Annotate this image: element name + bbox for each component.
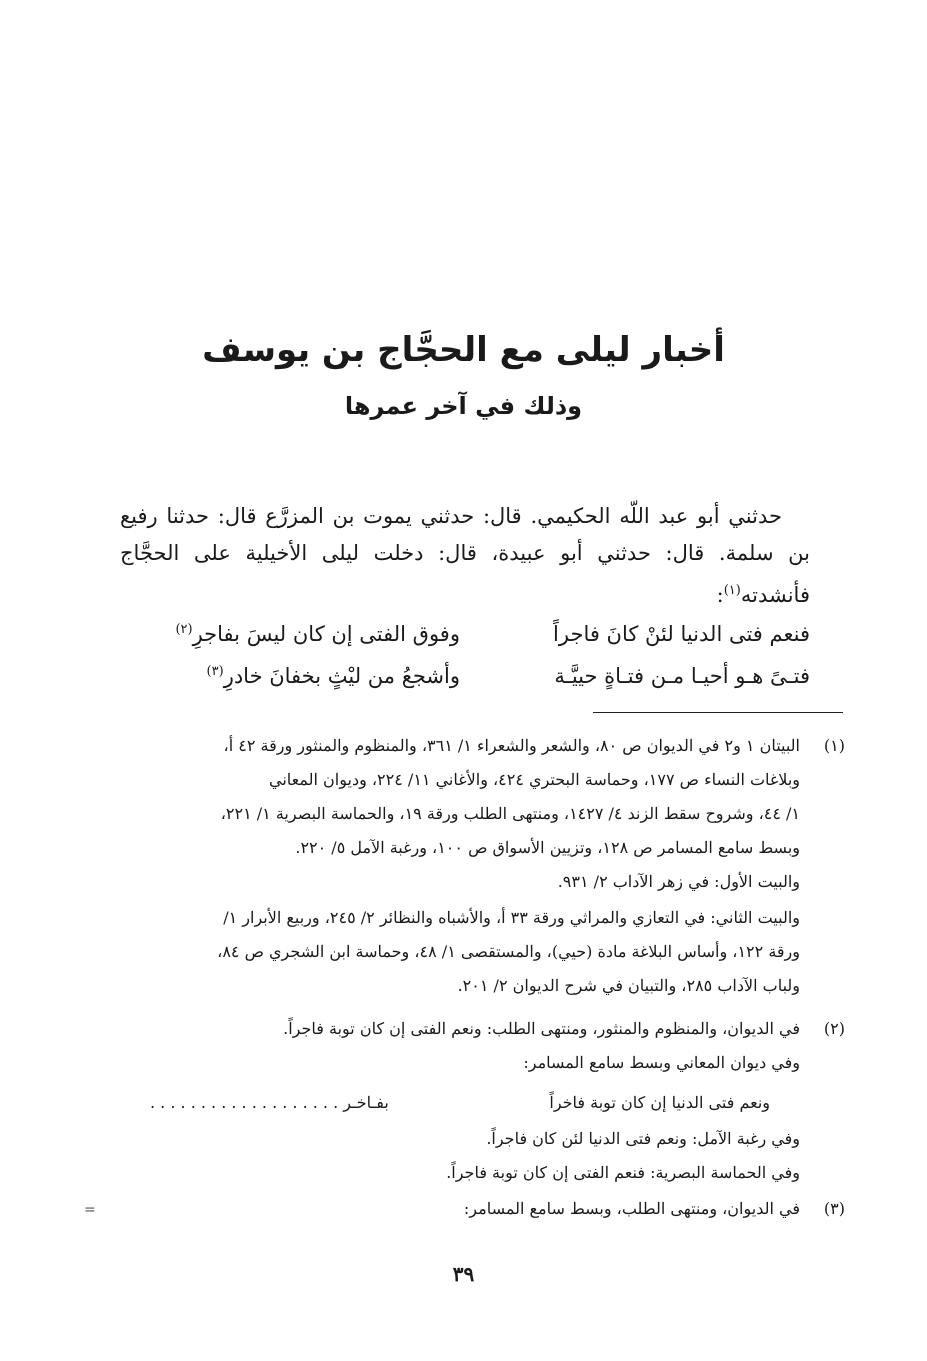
- body-text: حدثني أبو عبد اللّه الحكيمي. قال: حدثني يموت بن المزرَّع قال: حدثنا رفيع بن سلمة. قال: حدثني أبو عبيدة، قال: دخلت ليلى الأخيلية على الحجَّاج فأنشدته: [120, 504, 810, 607]
- margin-mark: =: [84, 1202, 96, 1218]
- chapter-title: أخبار ليلى مع الحجَّاج بن يوسف: [202, 330, 725, 370]
- footnote-2-verse-first: ونعم فتى الدنيا إن كان توبة فاخراً: [549, 1093, 770, 1112]
- footnote-separator: [593, 712, 843, 713]
- footnote-ref-2: (٢): [175, 622, 193, 637]
- footnote-2: [95, 1014, 845, 1084]
- footnote-2-line: وفي ديوان المعاني وبسط سامع المسامر:: [523, 1053, 800, 1072]
- footnote-1-line: ١/ ٤٤، وشروح سقط الزند ٤/ ١٤٢٧، ومنتهى الطلب ورقة ١٩، والحماسة البصرية ١/ ٢٢١،: [220, 804, 800, 823]
- verse-2-second-hemistich: وأشجعُ من ليْثٍ بخفانَ خادرِ: [223, 664, 460, 688]
- chapter-subtitle: وذلك في آخر عمرها: [344, 392, 583, 420]
- footnote-1-line: ورقة ١٢٢، وأساس البلاغة مادة (حيي)، والمستقصى ١/ ٤٨، وحماسة ابن الشجري ص ٨٤،: [217, 942, 800, 961]
- footnote-1-number: (١): [823, 736, 845, 755]
- footnote-2-cont: [95, 1124, 845, 1194]
- footnote-2-verse-second: بفـاخـر . . . . . . . . . . . . . . . . . . .: [150, 1093, 389, 1112]
- footnote-1: [95, 731, 845, 1011]
- footnote-1-line: البيتان ١ و٢ في الديوان ص ٨٠، والشعر والشعراء ١/ ٣٦١، والمنظوم والمنثور ورقة ٤٢ أ،: [223, 736, 800, 755]
- footnote-3-number: (٣): [823, 1199, 845, 1218]
- footnote-1-line: ولباب الآداب ٢٨٥، والتبيان في شرح الديوان ٢/ ٢٠١.: [457, 976, 800, 995]
- verse-line-1: [130, 622, 810, 656]
- footnote-3-line: في الديوان، ومنتهى الطلب، وبسط سامع المسامر:: [463, 1199, 800, 1218]
- footnote-ref-1: (١): [723, 583, 741, 598]
- page-number: ٣٩: [452, 1262, 475, 1286]
- verse-1-second-hemistich: وفوق الفتى إن كان ليسَ بفاجرِ: [192, 622, 460, 646]
- footnote-1-line: وبسط سامع المسامر ص ١٢٨، وتزيين الأسواق ص ١٠٠، ورغبة الآمل ٥/ ٢٢٠.: [295, 838, 800, 857]
- footnote-2-line: وفي الحماسة البصرية: فنعم الفتى إن كان توبة فاجراً.: [446, 1163, 800, 1182]
- footnote-2-verse: [150, 1093, 770, 1123]
- body-paragraph: [120, 498, 810, 614]
- verse-2-first-hemistich: فتـىً هـو أحيـا مـن فتـاةٍ حييَّـة: [554, 664, 810, 688]
- footnote-1-line: والبيت الأول: في زهر الآداب ٢/ ٩٣١.: [557, 872, 800, 891]
- footnote-3: [95, 1194, 845, 1228]
- footnote-1-line: وبلاغات النساء ص ١٧٧، وحماسة البحتري ٤٢٤، والأغاني ١١/ ٢٢٤، وديوان المعاني: [268, 770, 800, 789]
- footnote-2-number: (٢): [823, 1019, 845, 1038]
- verse-1-first-hemistich: فنعم فتى الدنيا لئنْ كانَ فاجراً: [553, 622, 810, 646]
- footnote-ref-3: (٣): [206, 664, 224, 679]
- footnote-2-line: في الديوان، والمنظوم والمنثور، ومنتهى الطلب: ونعم الفتى إن كان توبة فاجراً.: [283, 1019, 800, 1038]
- verse-line-2: [130, 664, 810, 698]
- footnote-2-line: وفي رغبة الآمل: ونعم فتى الدنيا لئن كان فاجراً.: [486, 1129, 800, 1148]
- body-colon: :: [716, 583, 724, 607]
- footnote-1-line: والبيت الثاني: في التعازي والمراثي ورقة ٣٣ أ، والأشباه والنظائر ٢/ ٢٤٥، وربيع الأبرار ١/: [223, 908, 800, 927]
